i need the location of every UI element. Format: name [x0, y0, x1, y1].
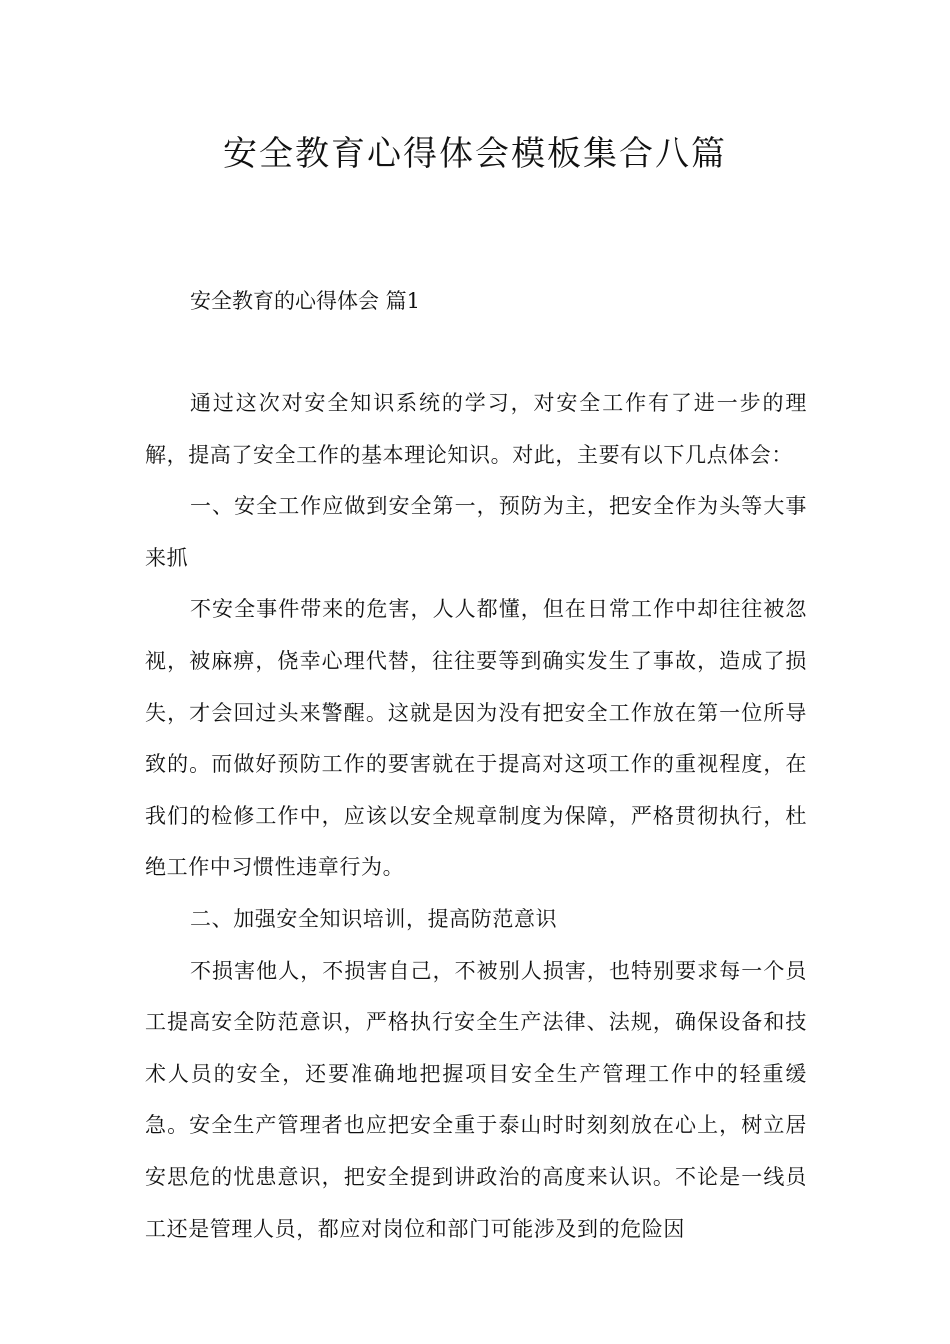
paragraph-point-two-body: 不损害他人，不损害自己，不被别人损害，也特别要求每一个员工提高安全防范意识，严格执行安全生产法律、法规，确保设备和技术人员的安全，还要准确地把握项目安全生产管理工作中的轻重缓急。安全生产管理者也应把安全重于泰山时时刻刻放在心上，树立居安思危的忧患意识，把安全提到讲政治的高度来认识。不论是一线员工还是管理人员，都应对岗位和部门可能涉及到的危险因	[145, 958, 807, 1241]
document-title: 安全教育心得体会模板集合八篇	[223, 134, 727, 174]
document-body	[145, 378, 807, 1255]
paragraph-point-one-heading: 一、安全工作应做到安全第一，预防为主，把安全作为头等大事来抓	[145, 494, 807, 570]
paragraph-intro: 通过这次对安全知识系统的学习，对安全工作有了进一步的理解，提高了安全工作的基本理论知识。对此，主要有以下几点体会：	[145, 391, 807, 467]
paragraph-point-two-heading: 二、加强安全知识培训，提高防范意识	[190, 906, 558, 931]
paragraph-point-one-body: 不安全事件带来的危害，人人都懂，但在日常工作中却往往被忽视，被麻痹，侥幸心理代替，往往要等到确实发生了事故，造成了损失，才会回过头来警醒。这就是因为没有把安全工作放在第一位所导致的。而做好预防工作的要害就在于提高对这项工作的重视程度，在我们的检修工作中，应该以安全规章制度为保障，严格贯彻执行，杜绝工作中习惯性违章行为。	[145, 597, 807, 880]
section-heading: 安全教育的心得体会 篇1	[190, 289, 421, 313]
